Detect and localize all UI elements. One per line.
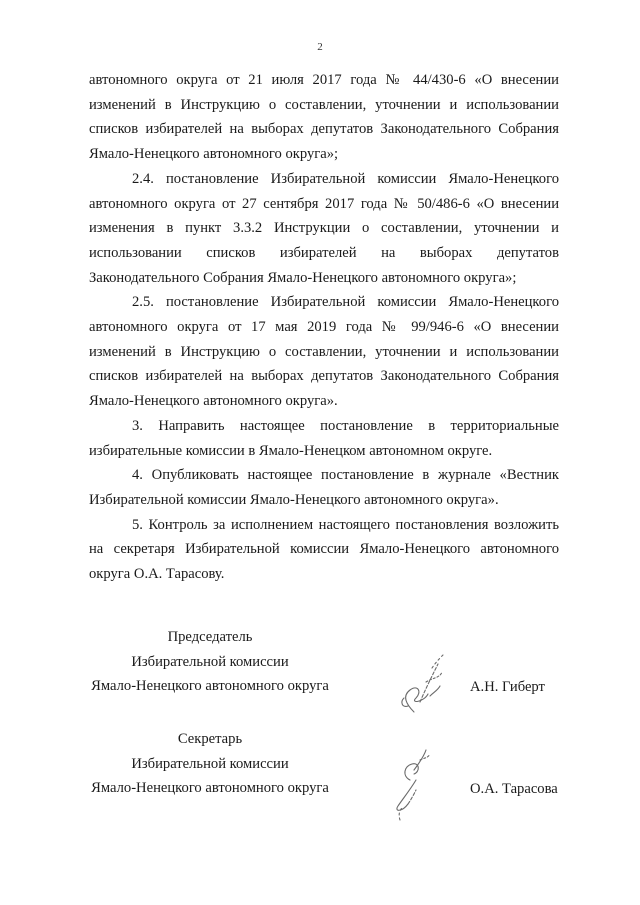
- paragraph-3: 3. Направить настоящее постановление в территориальные избирательные комиссии в Ямало-Ненецком автономном округе.: [89, 417, 559, 459]
- chairman-position: Председатель: [167, 629, 253, 645]
- paragraph-5: 5. Контроль за исполнением настоящего постановления возложить на секретаря Избирательной комиссии Ямало-Ненецкого автономного округа О.А. Тарасову.: [89, 516, 559, 583]
- secretary-signature-icon: [380, 740, 450, 830]
- secretary-title-block: [60, 727, 360, 801]
- chairman-region: Ямало-Ненецкого автономного округа: [91, 678, 329, 695]
- paragraph-2-4: 2.4. постановление Избирательной комиссии Ямало-Ненецкого автономного округа от 27 сентября 2017 года № 50/486-6 «О внесении изменения в пункт 3.3.2 Инструкции о составлении, уточнении и использовании списков избирателей на выборах депутатов Законодательного Собрания Ямало-Ненецкого автономного округа»;: [89, 170, 559, 286]
- body-text: [89, 68, 559, 587]
- paragraph-continuation: автономного округа от 21 июля 2017 года № 44/430-6 «О внесении изменений в Инструкцию о составлении, уточнении и использовании списков избирателей на выборах депутатов Законодательного Собрания Ямало-Ненецкого автономного округа»;: [89, 72, 559, 163]
- secretary-name: О.А. Тарасова: [470, 781, 558, 797]
- secretary-region: Ямало-Ненецкого автономного округа: [91, 780, 329, 797]
- chairman-signature-icon: [380, 642, 460, 722]
- secretary-position: Секретарь: [177, 731, 243, 747]
- paragraph-4: 4. Опубликовать настоящее постановление в журнале «Вестник Избирательной комиссии Ямало-Ненецкого автономного округа».: [89, 467, 559, 508]
- secretary-organization: Избирательной комиссии: [131, 755, 289, 772]
- chairman-organization: Избирательной комиссии: [131, 653, 289, 670]
- paragraph-2-5: 2.5. постановление Избирательной комиссии Ямало-Ненецкого автономного округа от 17 мая 2019 года № 99/946-6 «О внесении изменений в Инструкцию о составлении, уточнении и использовании списков избирателей на выборах депутатов Законодательного Собрания Ямало-Ненецкого автономного округа».: [89, 294, 559, 410]
- page-number: 2: [317, 41, 323, 53]
- chairman-title-block: [60, 625, 360, 699]
- chairman-name: А.Н. Гиберт: [470, 679, 545, 695]
